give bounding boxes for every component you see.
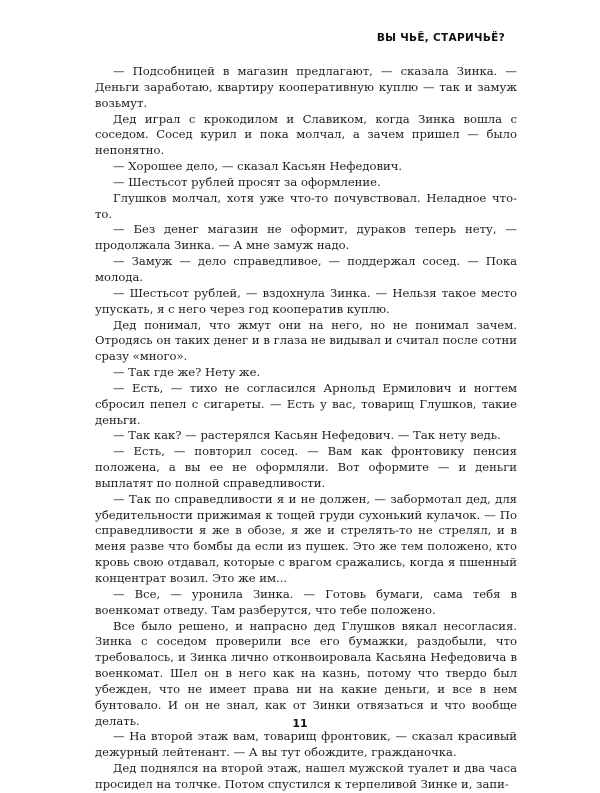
paragraph: Дед играл с крокодилом и Славиком, когда Зинка вошла с соседом. Сосед курил и пока молчал, а зачем пришел — было непонятно. — [95, 111, 517, 158]
chapter-text — [95, 64, 517, 793]
page-number: 11 — [292, 717, 308, 730]
paragraph: — Так как? — растерялся Касьян Нефедович. — Так нету ведь. — [113, 428, 501, 443]
paragraph: — Так где же? Нету же. — [113, 365, 261, 380]
paragraph: Дед понимал, что жмут они на него, но не понимал зачем. Отродясь он таких денег и в глаза не видывал и считал после сотни сразу «много». — [95, 317, 517, 364]
paragraph: Глушков молчал, хотя уже что-то почувствовал. Неладное что-то. — [95, 190, 517, 221]
paragraph: — Есть, — тихо не согласился Арнольд Ермилович и ногтем сбросил пепел с сигареты. — Есть у вас, товарищ Глушков, такие деньги. — [95, 380, 517, 427]
paragraph: — Хорошее дело, — сказал Касьян Нефедович. — [113, 159, 403, 174]
running-header: ВЫ ЧЬЁ, СТАРИЧЬЁ? — [376, 32, 505, 44]
paragraph: — На второй этаж вам, товарищ фронтовик, — сказал красивый дежурный лейтенант. — А вы тут обождите, гражданочка. — [95, 729, 517, 760]
paragraph: — Есть, — повторил сосед. — Вам как фронтовику пенсия положена, а вы ее не оформляли. Вот оформите — и деньги выплатят по полной справедливости. — [95, 444, 517, 490]
paragraph: — Без денег магазин не оформит, дураков теперь нету, — продолжала Зинка. — А мне замуж надо. — [95, 222, 517, 253]
paragraph: — Замуж — дело справедливое, — поддержал сосед. — Пока молода. — [95, 254, 517, 284]
paragraph: — Все, — уронила Зинка. — Готовь бумаги, сама тебя в военкомат отведу. Там разберутся, что тебе положено. — [95, 586, 517, 617]
paragraph: — Шестьсот рублей, — вздохнула Зинка. — Нельзя такое место упускать, я с него через год кооператив куплю. — [95, 285, 517, 316]
paragraph: — Шестьсот рублей просят за оформление. — [113, 174, 381, 189]
paragraph: — Так по справедливости я и не должен, — забормотал дед, для убедительности прижимая к тощей груди сухонький кулачок. — По справедливости я же в обозе, я же и стрелять-то не стрелял, и в меня разве что бомбы да если из пушек. Это же тем положено, кто кровь свою отдавал, которые с врагом сражались, когда я пшенный концентрат возил. Это же им... — [95, 491, 517, 585]
paragraph: — Подсобницей в магазин предлагают, — сказала Зинка. — Деньги заработаю, квартиру кооперативную куплю — так и замуж возьмут. — [95, 64, 517, 110]
paragraph: Все было решено, и напрасно дед Глушков вякал несогласия. Зинка с соседом проверили все его бумажки, раздобыли, что требовалось, и Зинка лично отконвоировала Касьяна Нефедовича в военкомат. Шел он в него как на казнь, потому что твердо был убежден, что не имеет права ни на какие деньги, и все в нем бунтовало. И он не знал, как от Зинки отвязаться и что вообще делать. — [95, 618, 517, 728]
paragraph: Дед поднялся на второй этаж, нашел мужской туалет и два часа просидел на толчке. Потом спустился к терпеливой Зинке и, запи- — [95, 761, 517, 791]
